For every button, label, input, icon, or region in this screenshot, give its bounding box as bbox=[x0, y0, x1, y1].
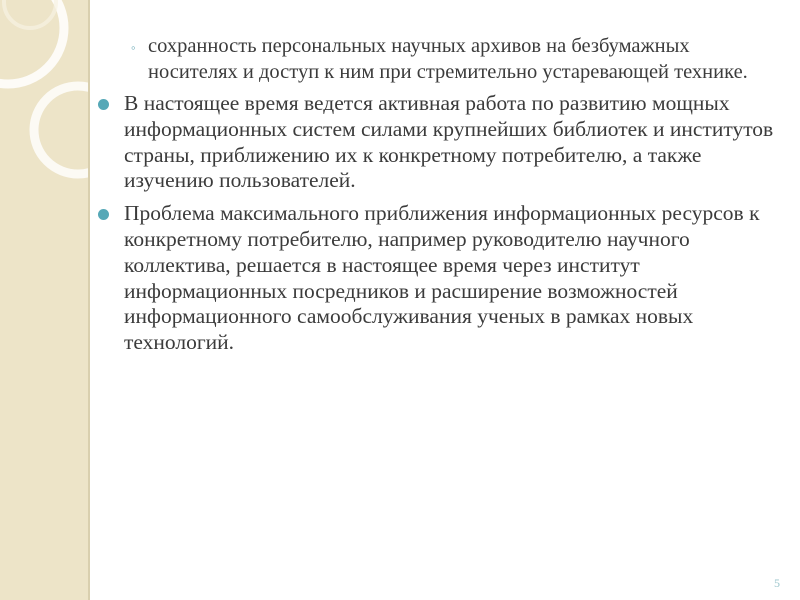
side-band-edge bbox=[88, 0, 90, 600]
hollow-circle-bullet-icon: ◦ bbox=[131, 40, 136, 55]
filled-circle-bullet-icon bbox=[98, 99, 109, 110]
bullet-text: В настоящее время ведется активная работа по развитию мощных информационных систем силами крупнейших библиотек и институтов страны, приближению их к конкретному потребителю, а также изучению пользователей. bbox=[124, 91, 774, 193]
page-number: 5 bbox=[774, 576, 780, 590]
sub-bullet-item bbox=[96, 34, 776, 85]
bullet-item bbox=[96, 201, 776, 356]
filled-circle-bullet-icon bbox=[98, 209, 109, 220]
sub-bullet-text: сохранность персональных научных архивов на безбумажных носителях и доступ к ним при стремительно устаревающей технике. bbox=[148, 35, 748, 83]
bullet-item bbox=[96, 91, 776, 194]
decorative-rings-icon bbox=[0, 0, 88, 600]
slide-body bbox=[96, 34, 776, 363]
decorative-side-band bbox=[0, 0, 88, 600]
bullet-text: Проблема максимального приближения информационных ресурсов к конкретному потребителю, например руководителю научного коллектива, решается в настоящее время через институт информационных посредников и расширение возможностей информационного самообслуживания ученых в рамках новых технологий. bbox=[124, 201, 760, 355]
